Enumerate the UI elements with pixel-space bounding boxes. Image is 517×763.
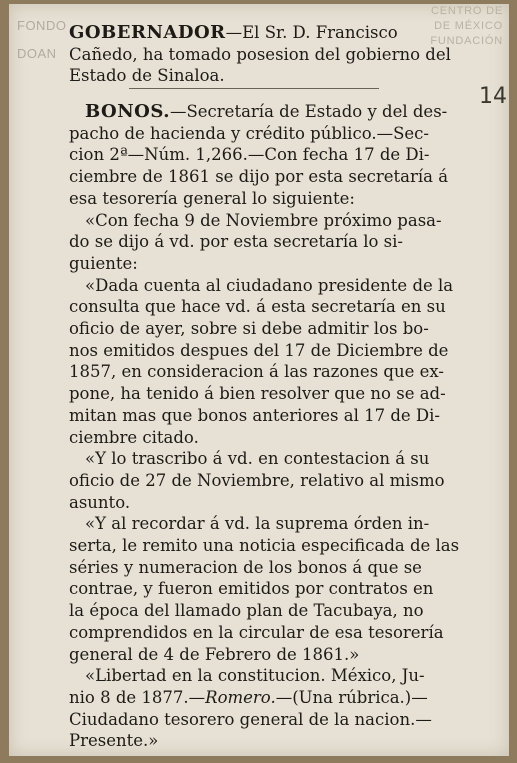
text-line: «Y lo trascribo á vd. en contestacion á su xyxy=(85,449,430,469)
text-line: mitan mas que bonos anteriores al 17 de Di- xyxy=(69,405,441,425)
text-line: guiente: xyxy=(69,253,138,273)
text-line: cion 2ª—Núm. 1,266.—Con fecha 17 de Di- xyxy=(69,145,430,165)
text-line: séries y numeracion de los bonos á que se xyxy=(69,557,422,577)
text-line: —Secretaría de Estado y del des- xyxy=(169,102,448,121)
text-line: «Dada cuenta al ciudadano presidente de la xyxy=(85,275,454,295)
text-line: nos emitidos despues del 17 de Diciembre de xyxy=(69,340,449,360)
gobernador-heading: GOBERNADOR xyxy=(69,22,226,43)
handwritten-page-number: 14 xyxy=(479,84,507,109)
text-line: contrae, y fueron emitidos por contratos en xyxy=(69,579,434,599)
section-divider xyxy=(129,88,379,89)
newspaper-clipping xyxy=(9,4,509,756)
text-line: Ciudadano tesorero general de la nacion.— xyxy=(69,709,432,729)
text-line: comprendidos en la circular de esa tesorería xyxy=(69,622,444,642)
gobernador-notice xyxy=(69,22,509,87)
text-line: oficio de 27 de Noviembre, relativo al mismo xyxy=(69,470,445,490)
text-line: la época del llamado plan de Tacubaya, no xyxy=(69,601,424,621)
text-line: pone, ha tenido á bien resolver que no se ad- xyxy=(69,384,446,404)
text-line: Cañedo, ha tomado posesion del gobierno del xyxy=(69,44,451,64)
text-line: nio 8 de 1877.— xyxy=(69,687,206,707)
text-line: ciembre de 1861 se dijo por esta secretaría á xyxy=(69,167,449,187)
text-line: serta, le remito una noticia especificada de las xyxy=(69,536,460,556)
watermark-line: DE MÉXICO xyxy=(434,20,503,32)
text-line: oficio de ayer, sobre si debe admitir los bo- xyxy=(69,319,429,339)
archive-stamp-doan: DOAN xyxy=(17,46,57,61)
text-line: Estado de Sinaloa. xyxy=(69,66,225,86)
archive-stamp-fondo: FONDO xyxy=(17,18,67,33)
text-line: «Y al recordar á vd. la suprema órden in- xyxy=(85,514,430,534)
bonos-heading: BONOS. xyxy=(85,101,170,122)
text-line: general de 4 de Febrero de 1861.» xyxy=(69,644,360,664)
signature-name: Romero. xyxy=(205,687,276,707)
text-line: pacho de hacienda y crédito público.—Sec- xyxy=(69,123,429,143)
text-line: asunto. xyxy=(69,492,131,512)
watermark-line: FUNDACIÓN xyxy=(430,35,503,47)
text-line: esa tesorería general lo siguiente: xyxy=(69,188,355,208)
text-line: ciembre citado. xyxy=(69,427,199,447)
text-line: —(Una rúbrica.)— xyxy=(275,687,428,707)
text-line: 1857, en consideracion á las razones que ex- xyxy=(69,362,444,382)
text-line: «Libertad en la constitucion. México, Ju- xyxy=(85,666,425,686)
watermark-line: CENTRO DE xyxy=(431,5,503,17)
bonos-notice xyxy=(69,101,509,752)
text-line: —El Sr. D. Francisco xyxy=(225,23,398,42)
text-line: do se dijo á vd. por esta secretaría lo si- xyxy=(69,232,403,252)
text-line: Presente.» xyxy=(69,731,159,751)
text-line: «Con fecha 9 de Noviembre próximo pasa- xyxy=(85,210,442,230)
text-line: consulta que hace vd. á esta secretaría en su xyxy=(69,297,446,317)
